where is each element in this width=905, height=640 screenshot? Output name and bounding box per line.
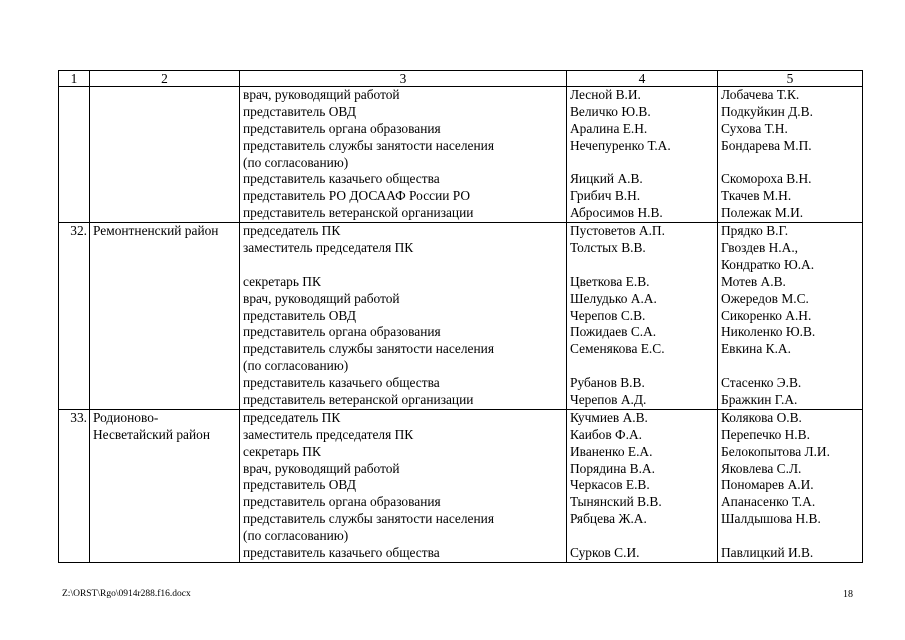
role-line: представитель казачьего общества [243, 171, 440, 187]
reserve-name: Бражкин Г.А. [721, 392, 798, 408]
district-line: Ремонтненский район [93, 223, 219, 239]
role-line: врач, руководящий работой [243, 290, 400, 306]
member-name: Семенякова Е.С. [570, 341, 665, 357]
member-name [570, 358, 714, 375]
role-line: представитель казачьего общества [243, 545, 440, 561]
reserve-name: Стасенко Э.В. [721, 375, 802, 391]
reserve-name: Пономарев А.И. [721, 477, 814, 493]
role-line: представитель службы занятости населения [243, 341, 494, 357]
role-line: представитель ветеранской организации [243, 205, 474, 221]
reserve-name: Прядко В.Г. [721, 223, 789, 239]
role-cell [240, 87, 567, 223]
reserve-name: Евкина К.А. [721, 341, 791, 357]
reserve-name: Белокопытова Л.И. [721, 443, 830, 459]
reserve-name: Гвоздев Н.А., [721, 240, 799, 256]
member-name [570, 528, 714, 545]
reserve-name: Мотев А.В. [721, 273, 786, 289]
role-line: председатель ПК [243, 223, 341, 239]
member-name: Абросимов Н.В. [570, 205, 663, 221]
member-name: Лесной В.И. [570, 87, 641, 102]
page-number: 18 [843, 589, 853, 600]
reserve-cell [718, 223, 863, 410]
role-line: секретарь ПК [243, 443, 321, 459]
role-line: представитель ОВД [243, 307, 356, 323]
role-line: (по согласованию) [243, 528, 349, 544]
member-name: Грибич В.Н. [570, 188, 641, 204]
role-line [243, 257, 563, 274]
district-cell [90, 223, 240, 410]
reserve-name: Кондратко Ю.А. [721, 256, 815, 272]
member-name: Кучмиев А.В. [570, 409, 648, 425]
member-cell [567, 223, 718, 410]
member-name: Аралина Е.Н. [570, 120, 648, 136]
row-number: 33. [59, 409, 90, 562]
member-name: Яицкий А.В. [570, 171, 643, 187]
role-line: (по согласованию) [243, 358, 349, 374]
member-name: Цветкова Е.В. [570, 273, 650, 289]
reserve-name: Ожередов М.С. [721, 290, 809, 306]
role-line: секретарь ПК [243, 273, 321, 289]
column-header-1: 1 [59, 71, 90, 87]
role-line: представитель органа образования [243, 120, 441, 136]
member-name: Черепов А.Д. [570, 392, 647, 408]
reserve-name [721, 155, 859, 172]
district-line: Несветайский район [93, 426, 210, 442]
member-name: Тынянский В.В. [570, 494, 662, 510]
reserve-name: Николенко Ю.В. [721, 324, 816, 340]
reserve-name: Полежак М.И. [721, 205, 804, 221]
member-name: Пустоветов А.П. [570, 223, 665, 239]
commission-table [58, 70, 863, 563]
member-name: Нечепуренко Т.А. [570, 137, 671, 153]
column-header-2: 2 [90, 71, 240, 87]
role-line: представитель казачьего общества [243, 375, 440, 391]
member-name: Толстых В.В. [570, 240, 646, 256]
member-name: Сурков С.И. [570, 545, 640, 561]
member-name: Порядина В.А. [570, 460, 655, 476]
role-line: председатель ПК [243, 409, 341, 425]
reserve-name: Ткачев М.Н. [721, 188, 792, 204]
district-line: Родионово- [93, 409, 159, 425]
member-name: Черкасов Е.В. [570, 477, 650, 493]
reserve-name: Шалдышова Н.В. [721, 511, 821, 527]
column-header-4: 4 [567, 71, 718, 87]
member-name: Иваненко Е.А. [570, 443, 653, 459]
role-line: представитель ОВД [243, 477, 356, 493]
role-line: заместитель председателя ПК [243, 240, 414, 256]
reserve-name: Перепечко Н.В. [721, 426, 810, 442]
reserve-name: Колякова О.В. [721, 409, 802, 425]
member-name [570, 155, 714, 172]
header-row [59, 71, 863, 87]
file-path: Z:\ORST\Rgo\0914r288.f16.docx [62, 589, 191, 599]
role-line: представитель службы занятости населения [243, 137, 494, 153]
member-name: Шелудько А.А. [570, 290, 657, 306]
role-line: представитель РО ДОСААФ России РО [243, 188, 471, 204]
member-cell [567, 409, 718, 562]
row-number: 32. [59, 223, 90, 410]
role-line: представитель ОВД [243, 103, 356, 119]
role-cell [240, 223, 567, 410]
role-line: врач, руководящий работой [243, 460, 400, 476]
role-line: заместитель председателя ПК [243, 426, 414, 442]
member-name: Каибов Ф.А. [570, 426, 642, 442]
role-line: представитель службы занятости населения [243, 511, 494, 527]
member-name: Пожидаев С.А. [570, 324, 657, 340]
role-line: представитель органа образования [243, 494, 441, 510]
member-name: Величко Ю.В. [570, 103, 651, 119]
reserve-name [721, 528, 859, 545]
row-number [59, 87, 90, 223]
reserve-name: Сикоренко А.Н. [721, 307, 812, 323]
reserve-name: Павлицкий И.В. [721, 545, 814, 561]
district-cell [90, 409, 240, 562]
reserve-name: Бондарева М.П. [721, 137, 812, 153]
reserve-name [721, 358, 859, 375]
member-name [570, 257, 714, 274]
reserve-name: Скомороха В.Н. [721, 171, 812, 187]
table-row [59, 87, 863, 223]
table-row [59, 223, 863, 410]
member-name: Черепов С.В. [570, 307, 646, 323]
role-line: представитель ветеранской организации [243, 392, 474, 408]
role-line: врач, руководящий работой [243, 87, 400, 102]
column-header-5: 5 [718, 71, 863, 87]
reserve-name: Сухова Т.Н. [721, 120, 788, 136]
member-name: Рябцева Ж.А. [570, 511, 647, 527]
reserve-cell [718, 87, 863, 223]
reserve-name: Яковлева С.Л. [721, 460, 802, 476]
role-line: (по согласованию) [243, 154, 349, 170]
role-cell [240, 409, 567, 562]
reserve-name: Апанасенко Т.А. [721, 494, 816, 510]
table-row [59, 409, 863, 562]
district-cell [90, 87, 240, 223]
reserve-cell [718, 409, 863, 562]
member-cell [567, 87, 718, 223]
role-line: представитель органа образования [243, 324, 441, 340]
reserve-name: Подкуйкин Д.В. [721, 103, 813, 119]
column-header-3: 3 [240, 71, 567, 87]
table-body [59, 71, 863, 563]
reserve-name: Лобачева Т.К. [721, 87, 800, 102]
member-name: Рубанов В.В. [570, 375, 645, 391]
